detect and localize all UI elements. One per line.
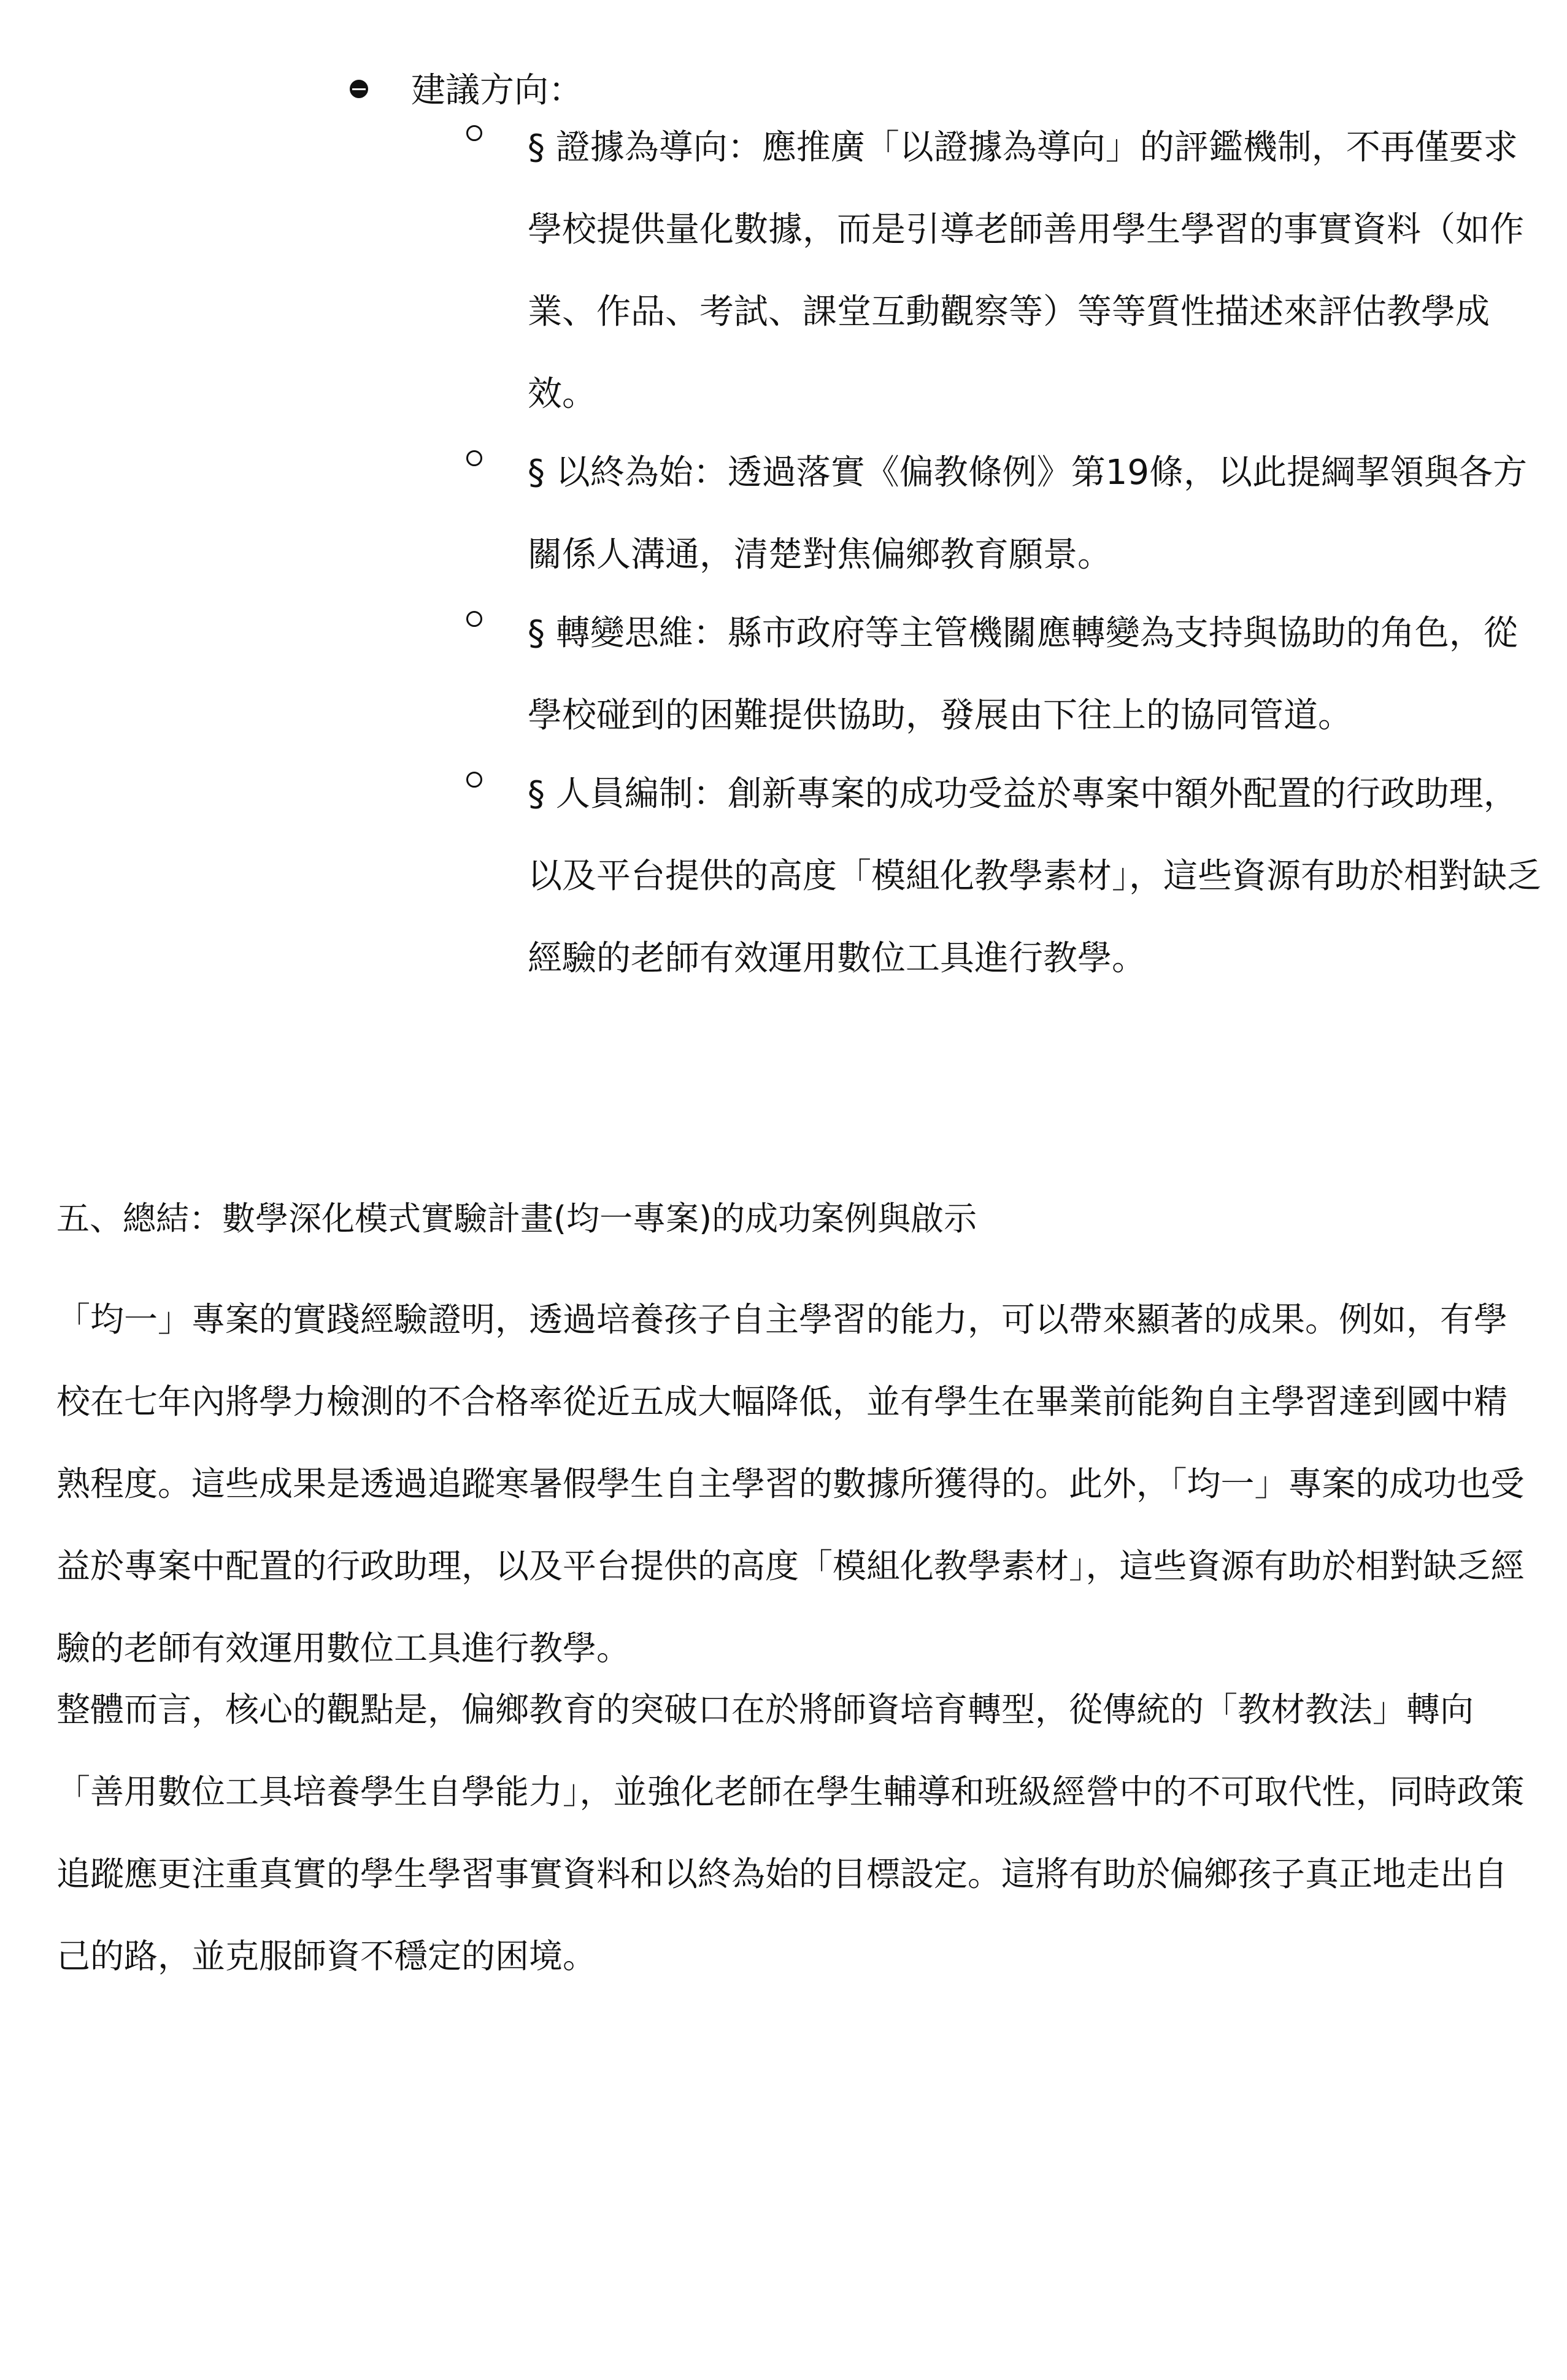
recommendations-list bbox=[466, 121, 1558, 1011]
list-item-staffing bbox=[466, 753, 1558, 1000]
filled-bullet-icon bbox=[350, 80, 368, 98]
list-item-text: § 以終為始：透過落實《偏教條例》第19條，以此提綱挈領與各方關係人溝通，清楚對焦偏鄉教育願景。 bbox=[528, 453, 1528, 575]
list-item-text: § 證據為導向：應推廣「以證據為導向」的評鑑機制，不再僅要求學校提供量化數據，而是引導老師善用學生學習的事實資料（如作業、作品、考試、課堂互動觀察等）等等質性描述來評估教學成效。 bbox=[528, 128, 1524, 414]
summary-paragraph-1: 「均一」專案的實踐經驗證明，透過培養孩子自主學習的能力，可以帶來顯著的成果。例如，有學校在七年內將學力檢測的不合格率從近五成大幅降低，並有學生在畢業前能夠自主學習達到國中精熟程度。這些成果是透過追蹤寒暑假學生自主學習的數據所獲得的。此外，「均一」專案的成功也受益於專案中配置的行政助理，以及平台提供的高度「模組化教學素材」，這些資源有助於相對缺乏經驗的老師有效運用數位工具進行教學。 bbox=[56, 1300, 1525, 1668]
list-item-evidence bbox=[466, 107, 1558, 436]
list-item-end-in-mind bbox=[466, 432, 1558, 596]
hollow-circle-bullet-icon bbox=[466, 450, 482, 466]
hollow-circle-bullet-icon bbox=[466, 611, 482, 627]
hollow-circle-bullet-icon bbox=[466, 125, 482, 141]
list-item-mindset bbox=[466, 593, 1558, 757]
list-item-text: § 人員編制：創新專案的成功受益於專案中額外配置的行政助理，以及平台提供的高度「模組化教學素材」，這些資源有助於相對缺乏經驗的老師有效運用數位工具進行教學。 bbox=[528, 774, 1541, 978]
recommendations-label: 建議方向： bbox=[411, 71, 583, 110]
section-heading: 五、總結：數學深化模式實驗計畫(均一專案)的成功案例與啟示 bbox=[56, 1199, 977, 1238]
hollow-circle-bullet-icon bbox=[466, 772, 482, 788]
list-item-text: § 轉變思維：縣市政府等主管機關應轉變為支持與協助的角色，從學校碰到的困難提供協助，發展由下往上的協同管道。 bbox=[528, 613, 1518, 735]
summary-paragraph-2: 整體而言，核心的觀點是，偏鄉教育的突破口在於將師資培育轉型，從傳統的「教材教法」轉向「善用數位工具培養學生自學能力」，並強化老師在學生輔導和班級經營中的不可取代性，同時政策追蹤應更注重真實的學生學習事實資料和以終為始的目標設定。這將有助於偏鄉孩子真正地走出自己的路，並克服師資不穩定的困境。 bbox=[56, 1690, 1525, 1976]
